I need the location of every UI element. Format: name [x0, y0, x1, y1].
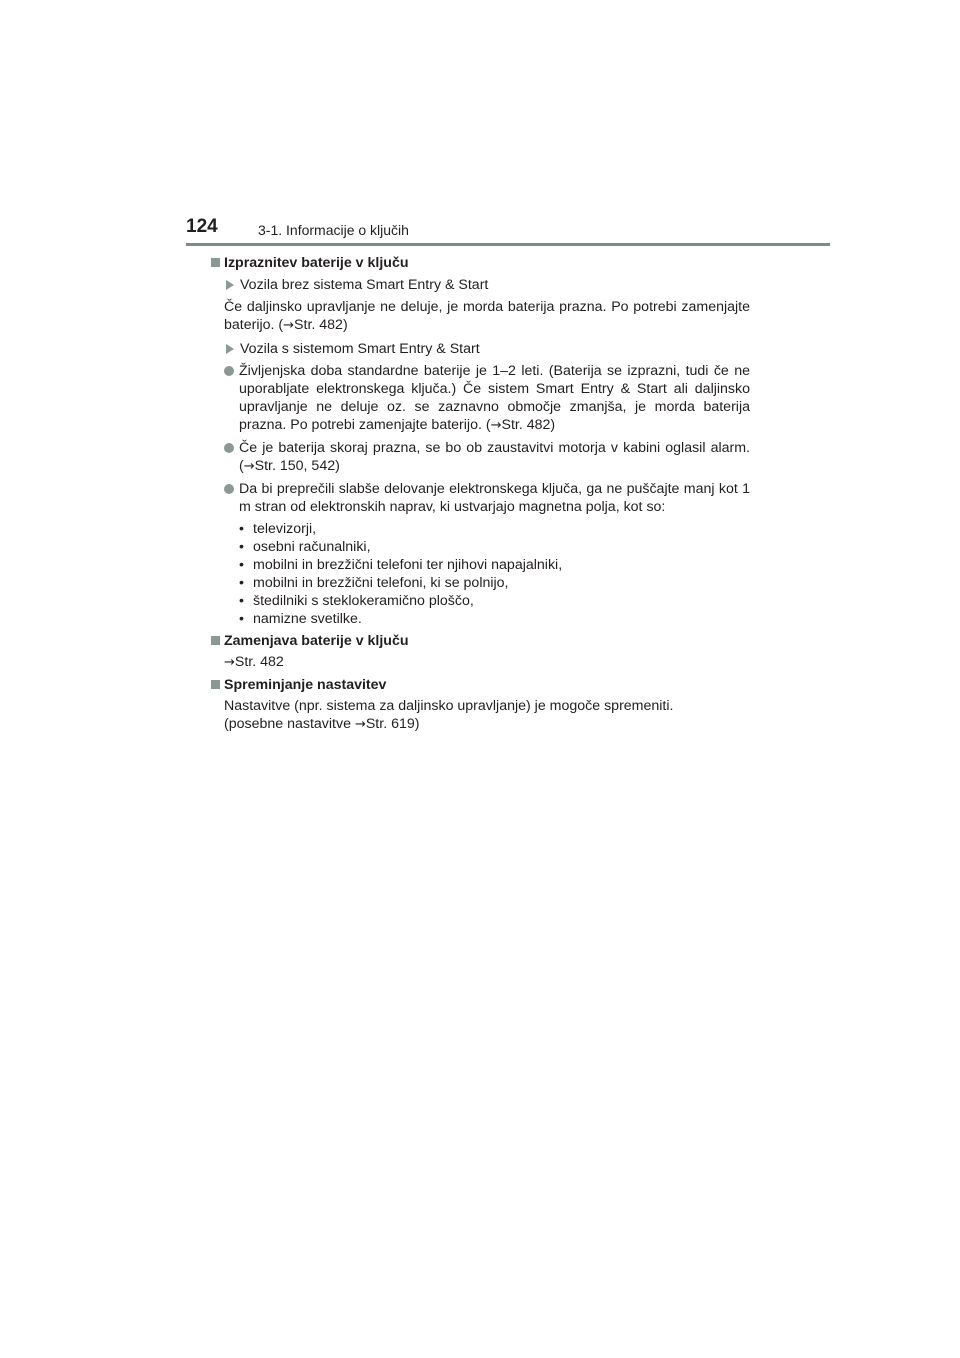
section-title: Spreminjanje nastavitev	[224, 677, 387, 693]
square-bullet-icon	[211, 636, 220, 645]
list-item: • mobilni in brezžični telefoni, ki se polnijo,	[239, 574, 750, 592]
paragraph-text: (posebne nastavitve	[224, 716, 355, 732]
circle-bullet-icon	[224, 484, 234, 494]
bullet-battery-life	[210, 362, 750, 435]
list-item: • namizne svetilke.	[239, 610, 750, 628]
arrow-right-icon: →	[490, 418, 502, 433]
subsection-title: Vozila brez sistema Smart Entry & Start	[240, 277, 489, 293]
bullet-text: Da bi preprečili slabše delovanje elektronskega ključa, ga ne puščajte manj kot 1 m stran od elektronskih naprav, ki ustvarjajo magnetna polja, kot so:	[239, 481, 750, 515]
paragraph-text: Če daljinsko upravljanje ne deluje, je morda baterija prazna. Po potrebi zamenjajte baterijo. (	[224, 299, 750, 333]
subsection-without-smart-entry	[210, 276, 750, 294]
page-reference[interactable]: Str. 482)	[501, 417, 556, 433]
bullet-text: Življenjska doba standardne baterije je 1–2 leti. (Baterija se izprazni, tudi če ne uporabljate elektronskega ključa.) Če sistem Smart Entry & Start ali daljinsko upravljanje ne deluje oz. se zaznavno območje zmanjša, je morda baterija prazna. Po potrebi zamenjajte baterijo. (	[239, 363, 750, 433]
square-bullet-icon	[211, 680, 220, 689]
page-header	[0, 0, 960, 250]
settings-line-1: Nastavitve (npr. sistema za daljinsko upravljanje) je mogoče spremeniti.	[224, 698, 674, 714]
triangle-arrow-icon	[226, 344, 234, 354]
section-heading-battery-replacement	[210, 632, 750, 650]
page-reference[interactable]: Str. 482	[234, 654, 284, 670]
circle-bullet-icon	[224, 443, 234, 453]
circle-bullet-icon	[224, 366, 234, 376]
section-reference	[210, 653, 750, 672]
header-rule	[186, 243, 830, 246]
section-title: Zamenjava baterije v ključu	[224, 633, 409, 649]
list-item: • osebni računalniki,	[239, 538, 750, 556]
arrow-right-icon: →	[224, 655, 235, 670]
page-content	[210, 254, 750, 734]
page-reference[interactable]: Str. 619)	[365, 716, 420, 732]
bullet-text: Če je baterija skoraj prazna, se bo ob zaustavitvi motorja v kabini oglasil alarm. (	[239, 440, 750, 474]
list-item: • štedilniki s steklokeramično ploščo,	[239, 592, 750, 610]
page-number: 124	[186, 216, 218, 237]
subsection-with-smart-entry	[210, 340, 750, 358]
section-title: Izpraznitev baterije v ključu	[224, 255, 409, 271]
settings-line-2	[210, 715, 750, 734]
list-item: • mobilni in brezžični telefoni ter njihovi napajalniki,	[239, 556, 750, 574]
list-item: • televizorji,	[239, 520, 750, 538]
subsection-title: Vozila s sistemom Smart Entry & Start	[240, 341, 480, 357]
device-list	[210, 520, 750, 628]
bullet-magnetic-fields	[210, 480, 750, 516]
triangle-arrow-icon	[226, 280, 234, 290]
section-heading-settings	[210, 676, 750, 694]
chapter-title: 3-1. Informacije o ključih	[258, 222, 409, 238]
square-bullet-icon	[211, 258, 220, 267]
page-reference[interactable]: Str. 482)	[294, 317, 348, 333]
arrow-right-icon: →	[354, 717, 366, 732]
arrow-right-icon: →	[243, 459, 255, 474]
bullet-low-battery-alarm	[210, 439, 750, 476]
paragraph-remote-battery	[210, 298, 750, 335]
arrow-right-icon: →	[283, 318, 295, 333]
page-reference[interactable]: Str. 150, 542)	[254, 458, 340, 474]
section-heading-battery-depletion	[210, 254, 750, 272]
